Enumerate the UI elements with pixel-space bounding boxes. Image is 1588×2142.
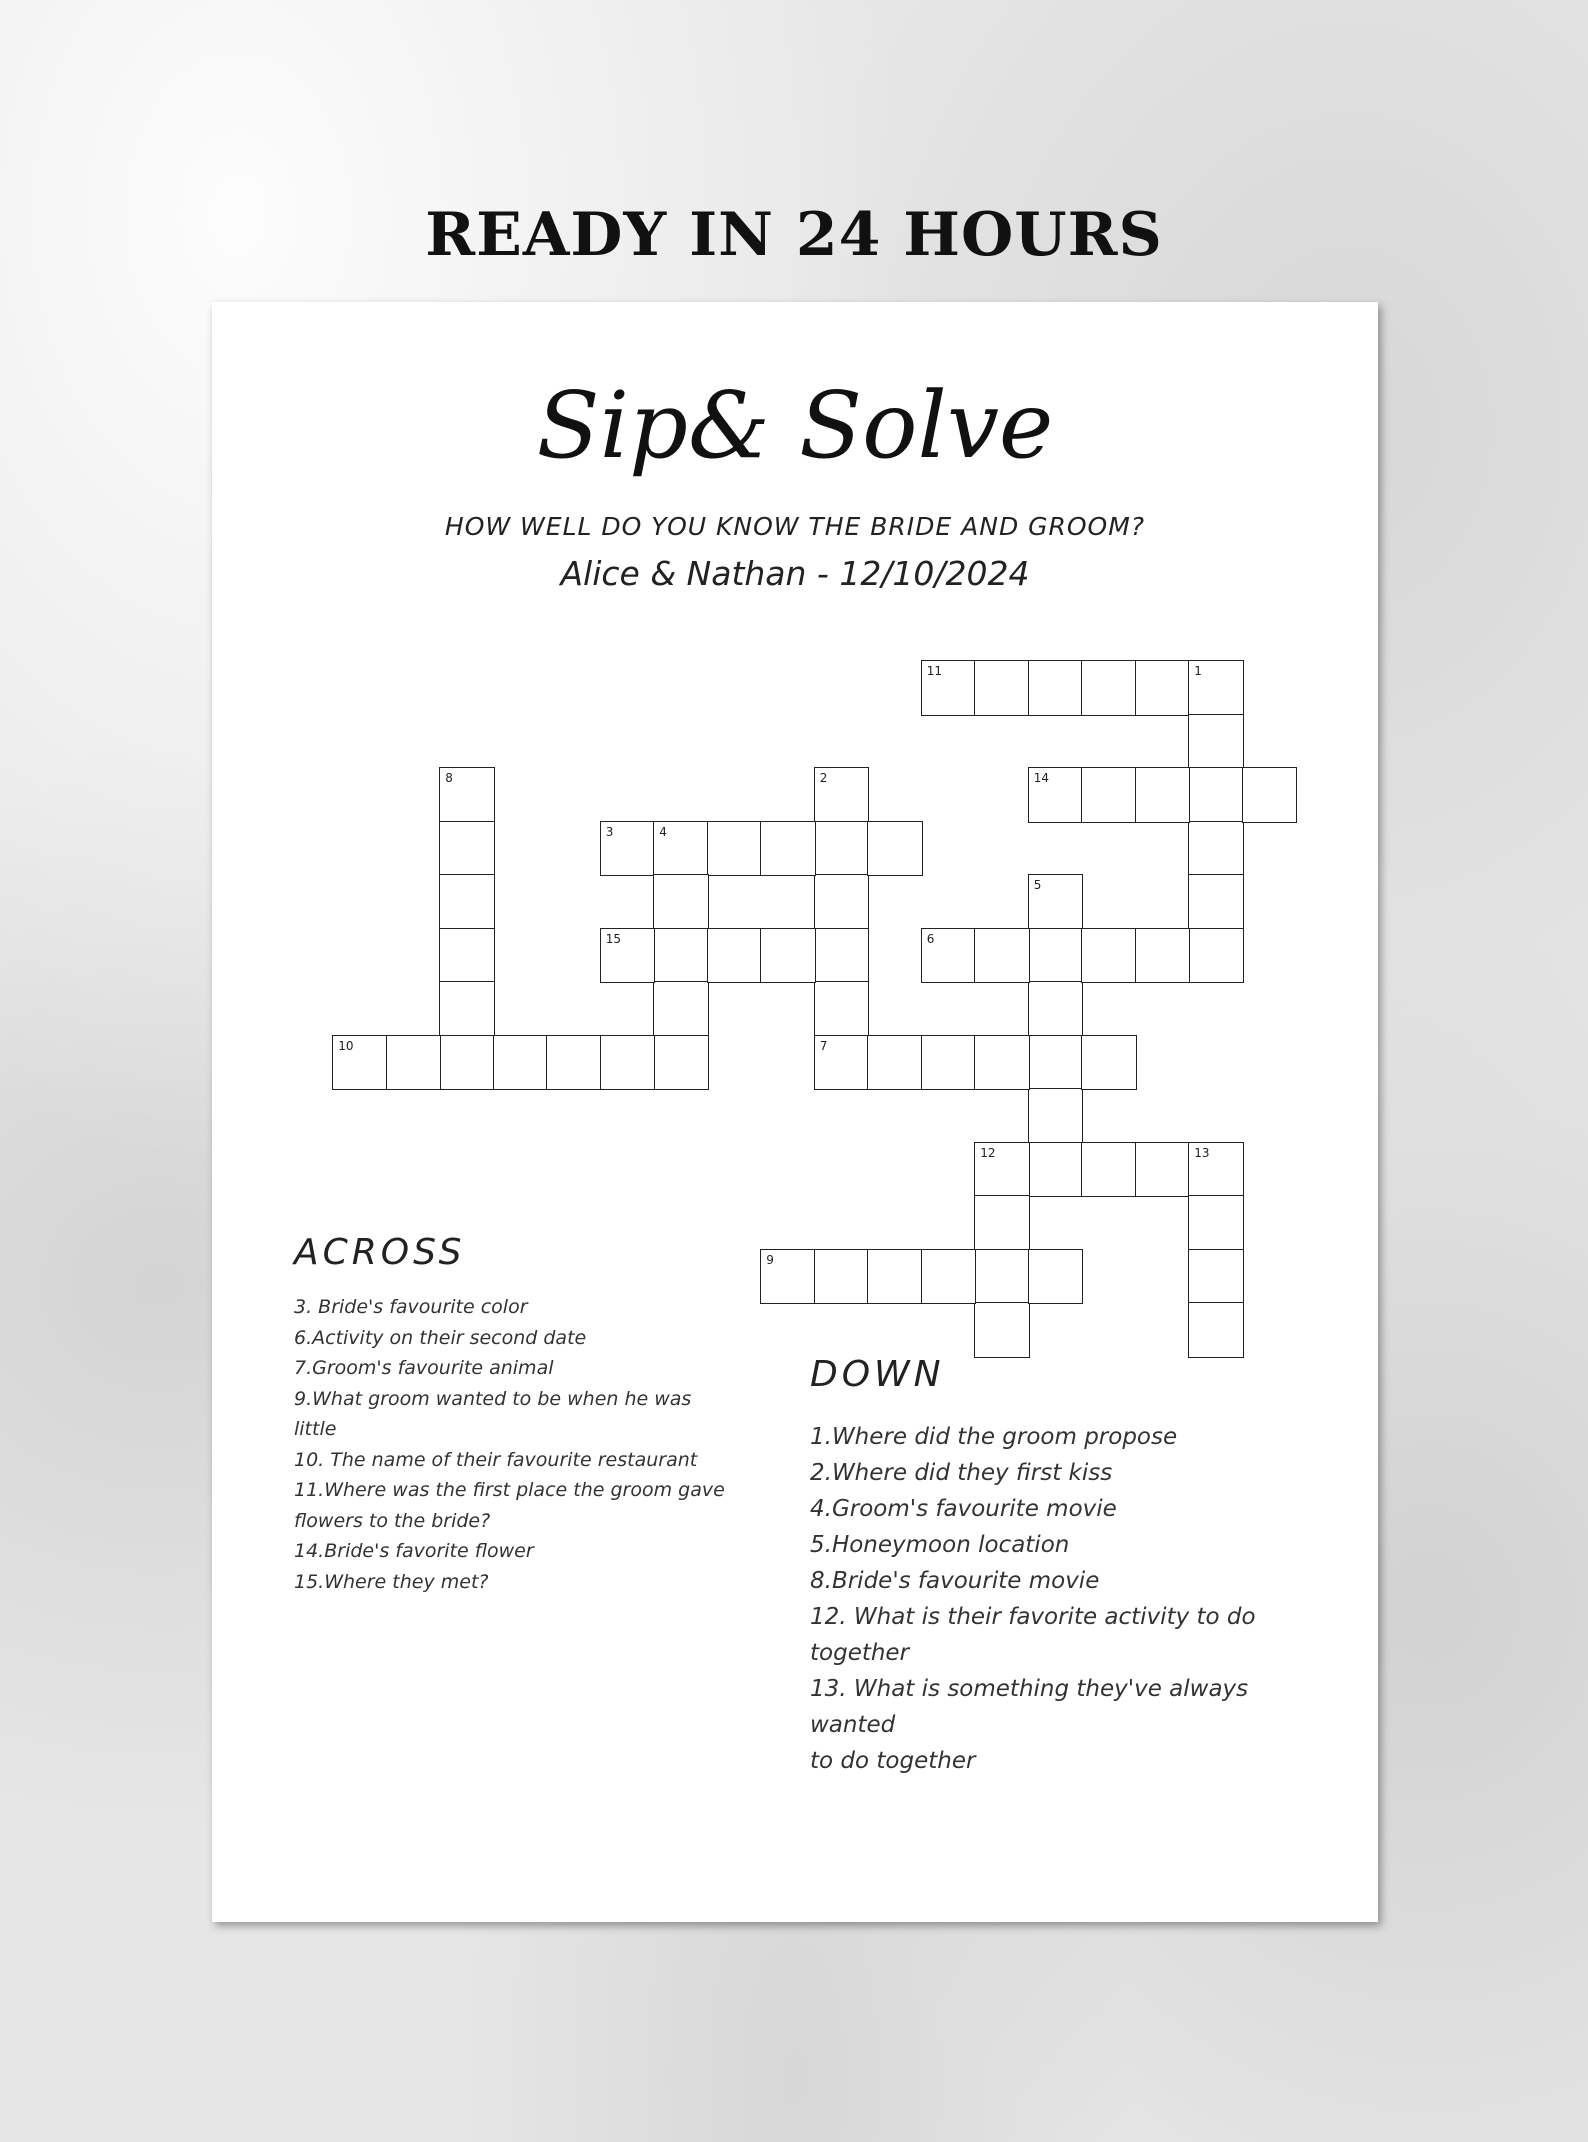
clue-number: 12 [980, 1145, 996, 1160]
crossword-cell[interactable] [974, 1142, 1030, 1198]
crossword-cell[interactable] [546, 1035, 602, 1091]
clue-item: flowers to the bride? [294, 1509, 491, 1532]
crossword-cell[interactable] [1028, 767, 1084, 823]
crossword-cell[interactable] [1188, 1302, 1244, 1358]
crossword-cell[interactable] [921, 660, 977, 716]
crossword-cell[interactable] [600, 1035, 656, 1091]
crossword-cell[interactable] [760, 821, 816, 877]
crossword-cell[interactable] [1081, 767, 1137, 823]
clue-number: 2 [819, 771, 828, 786]
crossword-cell[interactable] [653, 1035, 709, 1091]
crossword-cell[interactable] [921, 1035, 977, 1091]
clue-number: 1 [1194, 664, 1202, 679]
clue-item: 11.Where was the first place the groom gave [294, 1479, 725, 1501]
clue-item: together [810, 1640, 910, 1666]
clue-number: 13 [1194, 1145, 1210, 1160]
clue-number: 8 [445, 771, 453, 786]
crossword-cell[interactable] [707, 821, 763, 877]
crossword-cell[interactable] [867, 1035, 923, 1091]
crossword-cell[interactable] [814, 1035, 870, 1091]
down-clue-list [810, 1419, 1290, 1779]
crossword-cell[interactable] [867, 1249, 923, 1305]
crossword-cell[interactable] [1135, 767, 1191, 823]
crossword-cell[interactable] [760, 1249, 816, 1305]
crossword-cell[interactable] [1028, 928, 1084, 984]
clue-item: 15.Where they met? [294, 1570, 489, 1593]
crossword-cell[interactable] [1188, 714, 1244, 770]
crossword-cell[interactable] [974, 1249, 1030, 1305]
crossword-cell[interactable] [921, 1249, 977, 1305]
crossword-cell[interactable] [600, 928, 656, 984]
crossword-cell[interactable] [1028, 1035, 1084, 1091]
crossword-cell[interactable] [707, 928, 763, 984]
clue-item: 13. What is something they've always wanted [810, 1676, 1249, 1738]
crossword-cell[interactable] [439, 928, 495, 984]
crossword-cell[interactable] [439, 981, 495, 1037]
clue-number: 3 [605, 824, 614, 839]
crossword-cell[interactable] [814, 1249, 870, 1305]
clue-item: 4.Groom's favourite movie [810, 1496, 1117, 1522]
crossword-cell[interactable] [1188, 874, 1244, 930]
crossword-cell[interactable] [1188, 928, 1244, 984]
crossword-cell[interactable] [1081, 1035, 1137, 1091]
clue-item: 7.Groom's favourite animal [294, 1357, 554, 1379]
crossword-cell[interactable] [1242, 767, 1298, 823]
across-clue-list [294, 1292, 734, 1597]
crossword-cell[interactable] [332, 1035, 388, 1091]
crossword-cell[interactable] [439, 767, 495, 823]
sheet-subtitle: HOW WELL DO YOU KNOW THE BRIDE AND GROOM? [444, 512, 1146, 541]
clue-number: 9 [766, 1252, 774, 1267]
sheet-title: Sip& Solve [536, 372, 1054, 479]
couple-date: Alice & Nathan - 12/10/2024 [560, 554, 1030, 593]
across-heading: ACROSS [294, 1232, 466, 1273]
clue-number: 10 [338, 1038, 354, 1053]
crossword-cell[interactable] [1081, 1142, 1137, 1198]
clue-item: 10. The name of their favourite restaurant [294, 1448, 698, 1471]
crossword-cell[interactable] [867, 821, 923, 877]
crossword-cell[interactable] [974, 1302, 1030, 1358]
crossword-cell[interactable] [1135, 660, 1191, 716]
crossword-cell[interactable] [1188, 1142, 1244, 1198]
crossword-cell[interactable] [439, 874, 495, 930]
crossword-cell[interactable] [653, 928, 709, 984]
crossword-cell[interactable] [1028, 1088, 1084, 1144]
crossword-cell[interactable] [974, 660, 1030, 716]
clue-number: 11 [926, 664, 943, 679]
crossword-cell[interactable] [493, 1035, 549, 1091]
clue-item: 6.Activity on their second date [294, 1326, 587, 1349]
clue-number: 4 [659, 824, 667, 839]
crossword-sheet [212, 302, 1378, 1922]
crossword-cell[interactable] [653, 821, 709, 877]
clue-number: 15 [605, 931, 622, 946]
crossword-cell[interactable] [439, 821, 495, 877]
crossword-cell[interactable] [600, 821, 656, 877]
crossword-cell[interactable] [1135, 928, 1191, 984]
crossword-cell[interactable] [974, 928, 1030, 984]
crossword-cell[interactable] [814, 767, 870, 823]
clue-item: 8.Bride's favourite movie [810, 1568, 1100, 1594]
crossword-cell[interactable] [1081, 928, 1137, 984]
crossword-cell[interactable] [1028, 1142, 1084, 1198]
crossword-cell[interactable] [814, 874, 870, 930]
crossword-cell[interactable] [814, 821, 870, 877]
crossword-cell[interactable] [1135, 1142, 1191, 1198]
crossword-cell[interactable] [653, 981, 709, 1037]
clue-item: 2.Where did they first kiss [810, 1460, 1113, 1486]
clue-number: 7 [819, 1038, 828, 1053]
down-heading: DOWN [810, 1354, 945, 1395]
crossword-cell[interactable] [1028, 1249, 1084, 1305]
crossword-cell[interactable] [1081, 660, 1137, 716]
crossword-cell[interactable] [439, 1035, 495, 1091]
clue-number: 6 [926, 931, 935, 946]
crossword-cell[interactable] [1028, 981, 1084, 1037]
crossword-cell[interactable] [1188, 821, 1244, 877]
banner-title: READY IN 24 HOURS [425, 200, 1163, 270]
clue-number: 5 [1033, 878, 1042, 893]
clue-number: 14 [1033, 771, 1050, 786]
crossword-cell[interactable] [1188, 767, 1244, 823]
clue-item: 12. What is their favorite activity to do [810, 1604, 1256, 1630]
crossword-cell[interactable] [1028, 660, 1084, 716]
crossword-cell[interactable] [760, 928, 816, 984]
clue-item: 14.Bride's favorite flower [294, 1540, 534, 1562]
clue-item: to do together [810, 1748, 976, 1774]
crossword-cell[interactable] [814, 981, 870, 1037]
clue-item: 1.Where did the groom propose [810, 1424, 1178, 1450]
crossword-cell[interactable] [653, 874, 709, 930]
clue-item: 3. Bride's favourite color [294, 1296, 528, 1318]
clue-item: 5.Honeymoon location [810, 1532, 1070, 1558]
crossword-cell[interactable] [921, 928, 977, 984]
crossword-cell[interactable] [1188, 660, 1244, 716]
crossword-cell[interactable] [974, 1195, 1030, 1251]
clue-item: 9.What groom wanted to be when he was little [294, 1387, 692, 1440]
crossword-cell[interactable] [974, 1035, 1030, 1091]
crossword-cell[interactable] [1188, 1249, 1244, 1305]
crossword-cell[interactable] [814, 928, 870, 984]
crossword-cell[interactable] [1028, 874, 1084, 930]
crossword-cell[interactable] [386, 1035, 442, 1091]
crossword-cell[interactable] [1188, 1195, 1244, 1251]
